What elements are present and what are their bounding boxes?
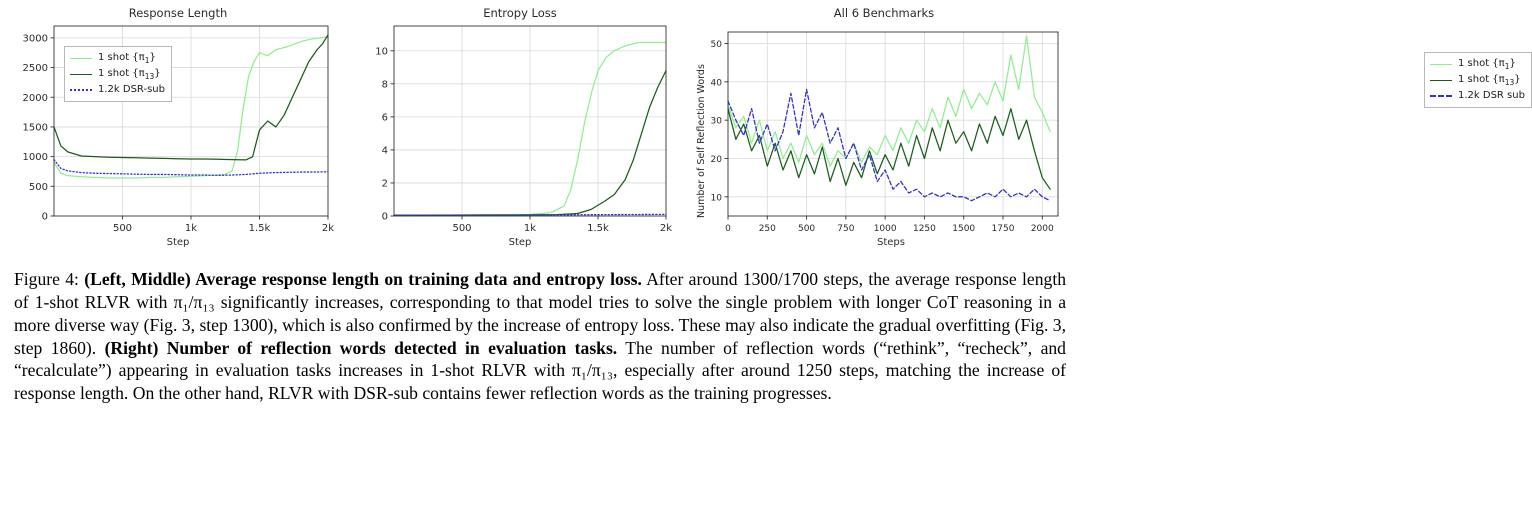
svg-text:500: 500 (112, 223, 133, 234)
svg-text:1.5k: 1.5k (587, 223, 609, 234)
xlabel-entropy-loss: Step (508, 237, 532, 248)
svg-text:2: 2 (381, 178, 388, 190)
legend-label-pi13: 1 shot $\{\pi_{13}\}$ (98, 67, 161, 81)
svg-text:10: 10 (710, 193, 722, 204)
legend-swatch-dsr (70, 89, 92, 91)
svg-text:1k: 1k (184, 223, 198, 234)
svg-text:0: 0 (41, 211, 48, 223)
figure-caption (14, 268, 1066, 405)
chart-title-entropy-loss: Entropy Loss (483, 6, 557, 20)
all-6-benchmarks-plot (686, 0, 1078, 252)
svg-text:1500: 1500 (22, 122, 48, 134)
chart-all-6-benchmarks (686, 0, 1525, 252)
legend-item-dsr (70, 83, 165, 98)
caption-part-3: The number of reflection words (“rethink”, “recheck”, and “recalculate”) appearing in evaluation tasks increases in 1-shot RLVR with π₁/π₁₃, especially after around 1250 steps, matching the increase of response length. On the other hand, RLVR with DSR-sub contains fewer reflection words as the training progresses. (14, 337, 1066, 404)
chart-title-response-length: Response Length (128, 6, 228, 20)
entropy-loss-plot (352, 0, 682, 252)
svg-text:0: 0 (381, 211, 388, 223)
legend-swatch-pi1 (1430, 64, 1452, 65)
svg-text:1000: 1000 (873, 224, 897, 234)
xlabel-all-6-benchmarks: Steps (877, 237, 905, 248)
svg-text:500: 500 (797, 224, 816, 234)
svg-text:2500: 2500 (22, 63, 48, 75)
figure-row (0, 0, 1525, 252)
legend-item-pi13 (1430, 73, 1525, 89)
legend-response-length (64, 46, 172, 102)
svg-text:750: 750 (837, 224, 855, 234)
caption-bold-1: (Left, Middle) Average response length on training data and entropy loss. (84, 269, 642, 289)
svg-text:4: 4 (381, 145, 388, 157)
legend-item-pi13 (70, 67, 165, 83)
caption-part-2: After around 1300/1700 steps, the average response length of 1-shot RLVR with π₁/π₁₃ significantly increases, corresponding to that model tries to solve the single problem with longer CoT reasoning in a more diverse way (Fig. 3, step 1300), which is also confirmed by the increase of entropy loss. These may also indicate the gradual overfitting (Fig. 3, step 1860). (14, 269, 1067, 358)
legend-label-dsr: 1.2k DSR sub (1458, 89, 1525, 101)
svg-text:8: 8 (381, 79, 388, 91)
svg-text:1250: 1250 (912, 224, 936, 234)
svg-text:500: 500 (28, 181, 48, 193)
legend-item-pi1 (1430, 57, 1525, 73)
legend-item-dsr (1430, 89, 1525, 104)
legend-label-dsr: 1.2k DSR-sub (98, 83, 165, 95)
svg-text:6: 6 (381, 112, 388, 124)
chart-response-length (6, 0, 346, 252)
legend-swatch-dsr (1430, 95, 1452, 97)
svg-text:3000: 3000 (22, 33, 48, 45)
legend-swatch-pi1 (70, 58, 92, 59)
svg-text:2000: 2000 (22, 92, 48, 104)
svg-text:20: 20 (710, 155, 722, 165)
svg-text:2k: 2k (659, 223, 673, 234)
legend-label-pi13: 1 shot $\{\pi_{13}\}$ (1458, 73, 1521, 87)
svg-text:1k: 1k (523, 223, 537, 234)
legend-swatch-pi13 (1430, 80, 1452, 81)
ylabel-all-6-benchmarks: Number of Self Reflection Words (696, 64, 707, 218)
svg-text:0: 0 (725, 224, 731, 234)
svg-text:1.5k: 1.5k (248, 223, 271, 234)
svg-text:2000: 2000 (1030, 224, 1054, 234)
svg-text:40: 40 (710, 78, 722, 89)
legend-label-pi1: 1 shot $\{\pi_1\}$ (1458, 58, 1516, 71)
legend-item-pi1 (70, 51, 165, 67)
svg-text:2k: 2k (321, 223, 335, 234)
svg-text:50: 50 (710, 40, 722, 50)
legend-all-6-benchmarks (1424, 52, 1532, 108)
svg-text:1000: 1000 (22, 152, 48, 164)
caption-part-1: Figure 4: (14, 269, 85, 289)
caption-bold-2: (Right) Number of reflection words detected in evaluation tasks. (104, 337, 618, 358)
legend-swatch-pi13 (70, 74, 92, 75)
xlabel-response-length: Step (166, 237, 190, 248)
svg-text:250: 250 (758, 224, 776, 234)
chart-title-all-6-benchmarks: All 6 Benchmarks (833, 6, 935, 20)
chart-entropy-loss (352, 0, 682, 252)
svg-text:10: 10 (375, 46, 388, 58)
svg-text:500: 500 (452, 223, 472, 234)
svg-text:30: 30 (710, 116, 722, 127)
svg-text:1750: 1750 (991, 224, 1015, 234)
legend-label-pi1: 1 shot $\{\pi_1\}$ (98, 52, 156, 65)
svg-text:1500: 1500 (952, 224, 976, 234)
response-length-plot (6, 0, 346, 252)
